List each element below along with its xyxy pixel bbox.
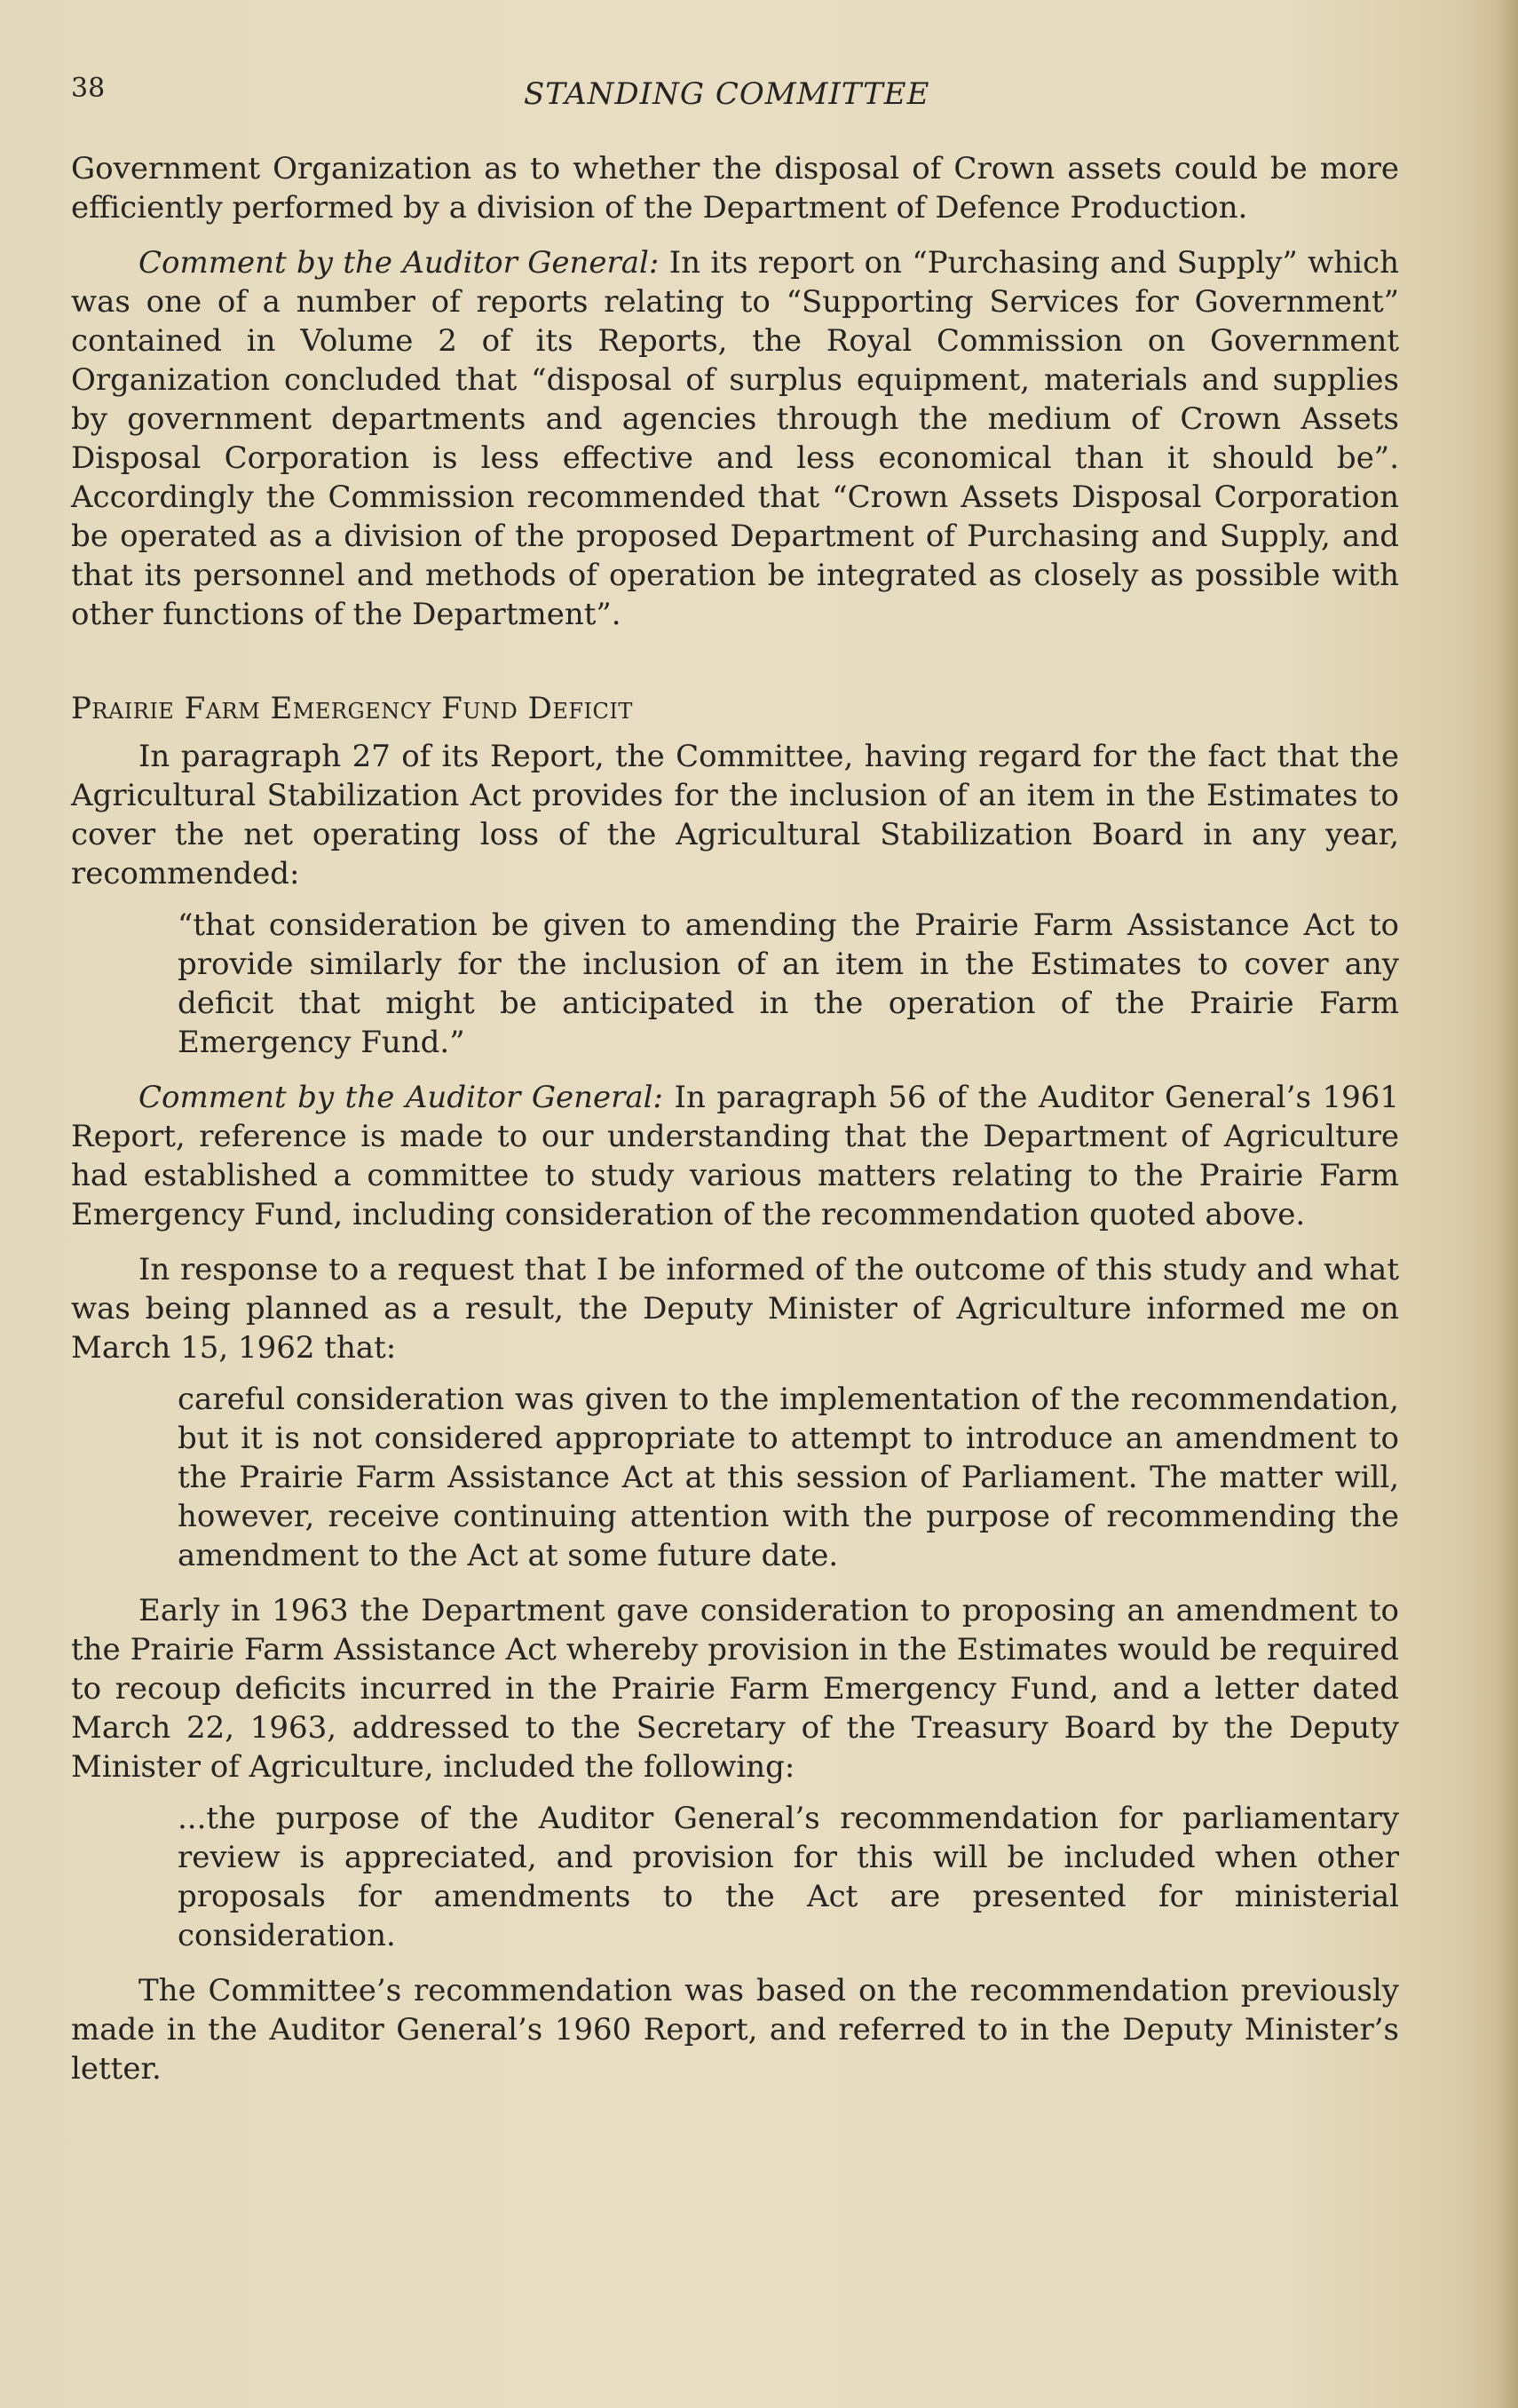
comment-lead: Comment by the Auditor General: bbox=[138, 1080, 664, 1115]
comment-text: In its report on “Purchasing and Supply” which was one of a number of reports relating to “Supporting Services for Government” contained in Volume 2 of its Reports, the Royal Commission on Government Organization concluded that “disposal of surplus equipment, materials and supplies by government departments and agencies through the medium of Crown Assets Disposal Corporation is less effective and less economical than it should be”. Accordingly the Commission recommended that “Crown Assets Disposal Corporation be operated as a division of the proposed Department of Purchasing and Supply, and that its personnel and methods of operation be integrated as closely as possible with other functions of the Department”. bbox=[71, 245, 1399, 632]
page-edge-shadow bbox=[1497, 0, 1518, 2408]
quote-recommendation: “that consideration be given to amending the Prairie Farm Assistance Act to provide similarly for the inclusion of an item in the Estimates to cover any deficit that might be anticipated in the operation of the Prairie Farm Emergency Fund.” bbox=[178, 907, 1399, 1060]
paragraph-auditor-comment-1 bbox=[71, 243, 1399, 634]
page-header bbox=[71, 73, 1403, 126]
paragraph-1963-consideration: Early in 1963 the Department gave consideration to proposing an amendment to the Prairie Farm Assistance Act whereby provision in the Estimates would be required to recoup deficits incurred in the Prairie Farm Emergency Fund, and a letter dated March 22, 1963, addressed to the Secretary of the Treasury Board by the Deputy Minister of Agriculture, included the following: bbox=[71, 1593, 1399, 1785]
paragraph-closing: The Committee’s recommendation was based on the recommendation previously made in the Auditor General’s 1960 Report, and referred to in the Deputy Minister’s letter. bbox=[71, 1973, 1399, 2087]
body-text bbox=[71, 149, 1399, 2088]
running-head: STANDING COMMITTEE bbox=[524, 76, 930, 112]
comment-text: In paragraph 56 of the Auditor General’s 1961 Report, reference is made to our understanding that the Department of Agriculture had established a committee to study various matters relating to the Prairie Farm Emergency Fund, including consideration of the recommendation quoted above. bbox=[71, 1080, 1399, 1232]
comment-lead: Comment by the Auditor General: bbox=[138, 245, 660, 281]
quote-letter: ...the purpose of the Auditor General’s recommendation for parliamentary review is appreciated, and provision for this will be included when other proposals for amendments to the Act are presented for ministerial consideration. bbox=[178, 1801, 1399, 1953]
paragraph-request: In response to a request that I be informed of the outcome of this study and what was being planned as a result, the Deputy Minister of Agriculture informed me on March 15, 1962 that: bbox=[71, 1252, 1399, 1366]
page-number: 38 bbox=[71, 73, 106, 104]
paragraph-auditor-comment-2 bbox=[71, 1078, 1399, 1234]
paragraph-committee-recommendation: In paragraph 27 of its Report, the Committee, having regard for the fact that the Agricultural Stabilization Act provides for the inclusion of an item in the Estimates to cover the net operating loss of the Agricultural Stabilization Board in any year, recommended: bbox=[71, 739, 1399, 891]
section-heading: Prairie Farm Emergency Fund Deficit bbox=[71, 691, 633, 726]
quote-deputy-minister: careful consideration was given to the implementation of the recommendation, but it is not considered appropriate to attempt to introduce an amendment to the Prairie Farm Assistance Act at this session of Parliament. The matter will, however, receive continuing attention with the purpose of recommending the amendment to the Act at some future date. bbox=[178, 1382, 1399, 1573]
paragraph-continuation: Government Organization as to whether the disposal of Crown assets could be more efficiently performed by a division of the Department of Defence Production. bbox=[71, 151, 1399, 226]
